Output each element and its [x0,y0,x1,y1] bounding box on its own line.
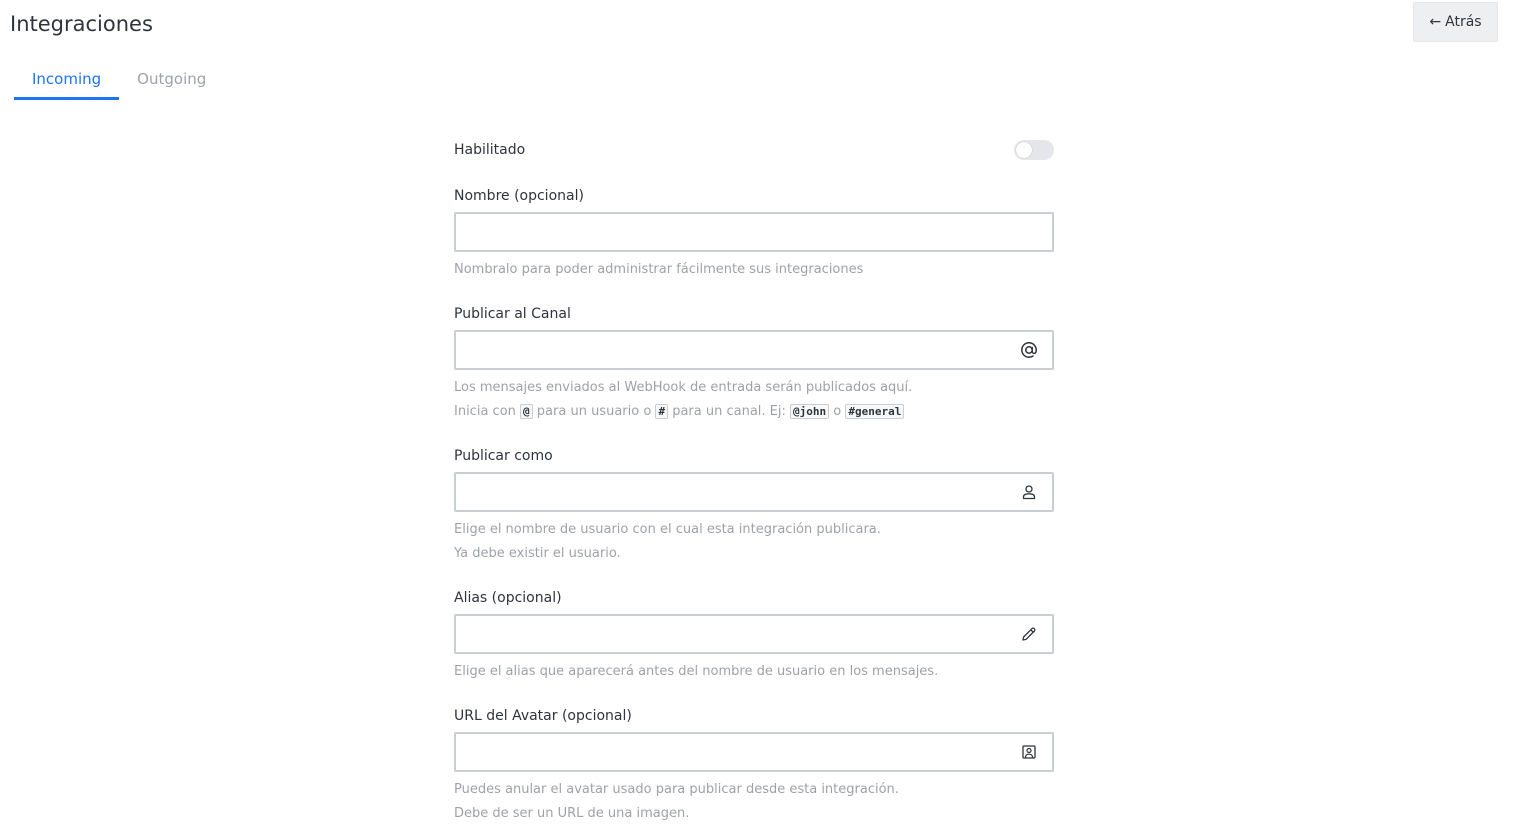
code-example-channel: #general [845,404,904,419]
channel-field-wrap [454,330,1054,370]
name-hint: Nombralo para poder administrar fácilmente sus integraciones [454,262,864,277]
name-input[interactable] [456,214,1052,250]
channel-input[interactable] [456,332,1052,368]
page-title: Integraciones [10,12,153,36]
back-button-label: Atrás [1445,14,1482,30]
name-field-wrap [454,212,1054,252]
enabled-toggle[interactable] [1014,140,1054,160]
tab-outgoing[interactable]: Outgoing [137,70,207,88]
tabs [14,60,224,100]
alias-label: Alias (opcional) [454,590,562,606]
enabled-label: Habilitado [454,142,526,158]
code-at: @ [520,404,533,419]
avatar-field-wrap [454,732,1054,772]
code-example-user: @john [790,404,829,419]
tab-incoming[interactable]: Incoming [14,60,119,100]
hint-text: o [833,404,842,419]
alias-field-wrap [454,614,1054,654]
avatar-icon [1020,743,1038,761]
post-as-field-wrap [454,472,1054,512]
incoming-webhook-form [454,136,1054,826]
avatar-url-input[interactable] [456,734,1052,770]
post-as-label: Publicar como [454,448,553,464]
name-label: Nombre (opcional) [454,188,584,204]
post-as-input[interactable] [456,474,1052,510]
avatar-label: URL del Avatar (opcional) [454,708,632,724]
post-as-hint: Elige el nombre de usuario con el cual esta integración publicara. [454,522,881,537]
alias-hint: Elige el alias que aparecerá antes del nombre de usuario en los mensajes. [454,664,939,679]
channel-syntax-hint [454,400,1054,424]
post-as-hint-2: Ya debe existir el usuario. [454,546,621,561]
hint-text: para un canal. Ej: [672,404,786,419]
hint-text: para un usuario o [536,404,652,419]
code-hash: # [655,404,668,419]
user-icon [1020,483,1038,501]
at-icon [1020,341,1038,359]
pencil-icon [1020,625,1038,643]
alias-input[interactable] [456,616,1052,652]
toggle-knob [1016,142,1032,158]
arrow-left-icon: ← [1429,14,1442,30]
enabled-row [454,136,1054,164]
hint-text: Inicia con [454,404,516,419]
channel-label: Publicar al Canal [454,306,571,322]
avatar-hint: Puedes anular el avatar usado para publicar desde esta integración. [454,782,899,797]
avatar-hint-2: Debe de ser un URL de una imagen. [454,806,690,821]
back-button[interactable] [1413,2,1498,42]
channel-hint: Los mensajes enviados al WebHook de entrada serán publicados aquí. [454,380,913,395]
